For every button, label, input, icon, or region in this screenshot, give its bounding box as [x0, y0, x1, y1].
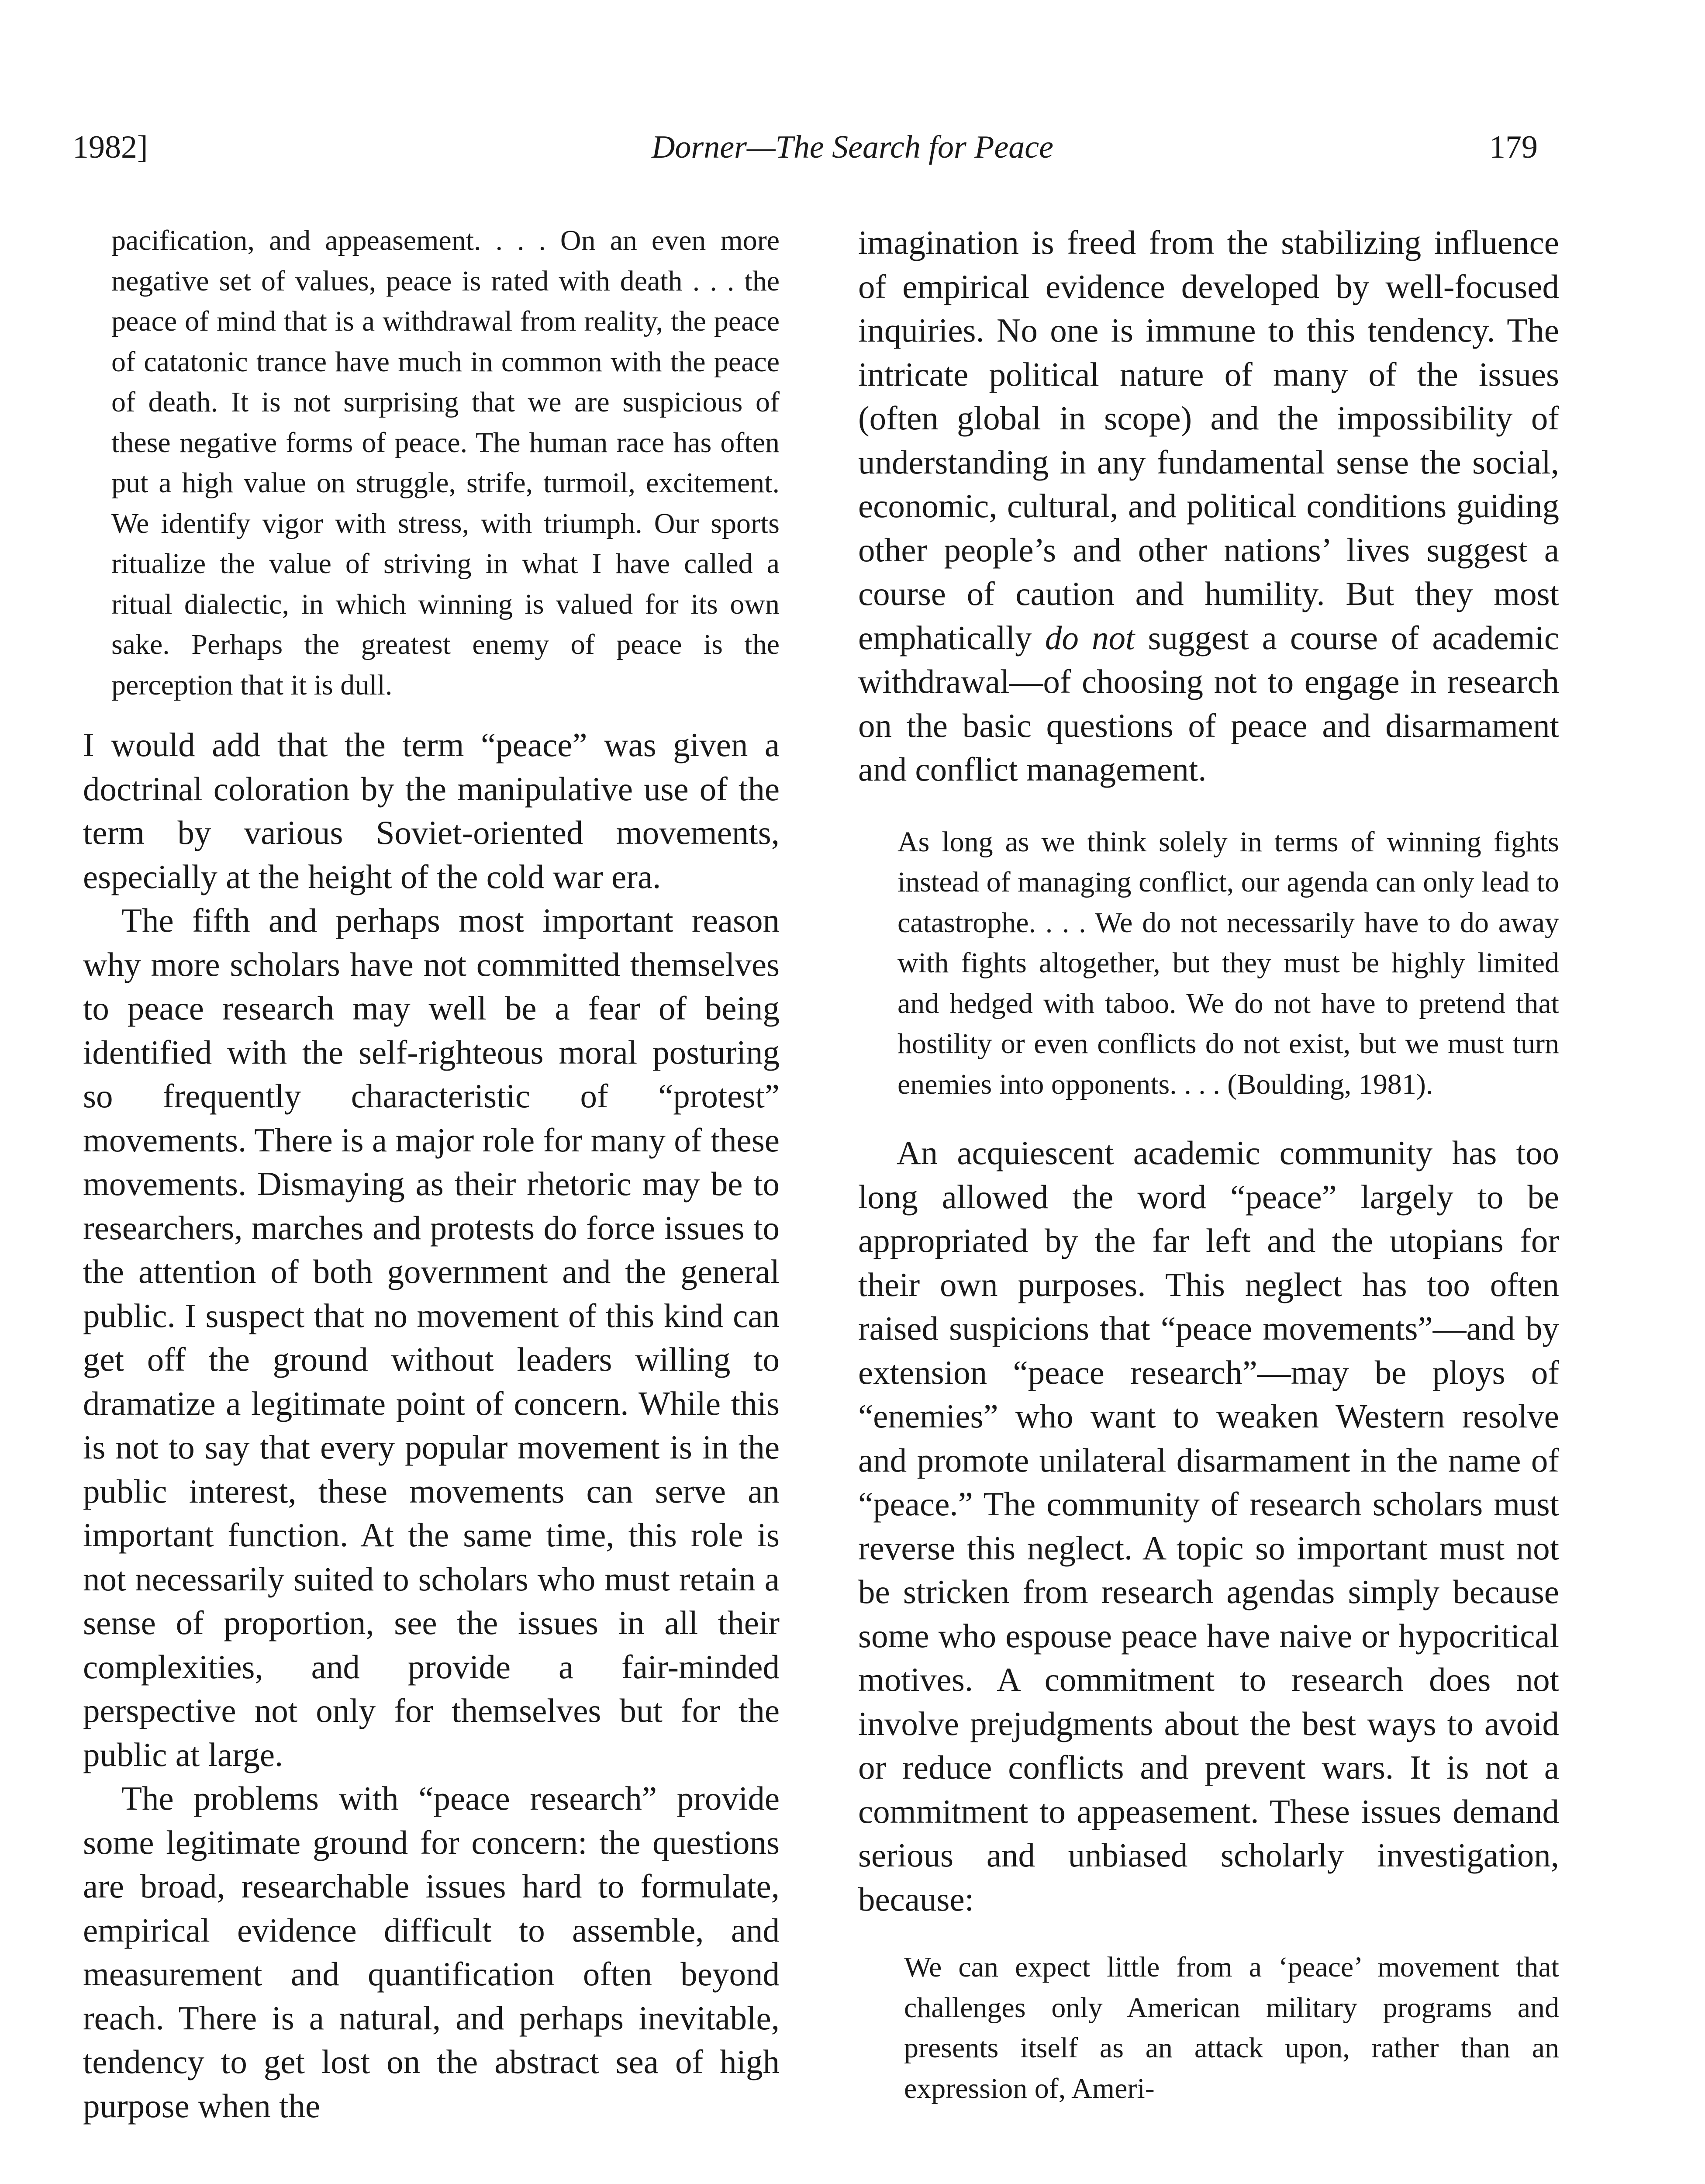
left-column — [83, 221, 780, 2128]
paragraph-text-part: imagination is freed from the stabilizing influence of empirical evidence developed by well-focused inquiries. No one is immune to this tendency. The intricate political nature of many of the issues (often global in scope) and the impossibility of understanding in any fundamental sense the social, economic, cultural, and political conditions guiding other people’s and other nations’ lives suggest a course of caution and humility. But they most emphatically — [858, 224, 1559, 657]
paragraph-text-part: suggest a course of academic withdrawal—of choosing not to engage in research on the basic questions of peace and disarmament and conflict management. — [858, 619, 1559, 788]
block-quote-peace-movement: We can expect little from a ‘peace’ movement that challenges only American military programs and presents itself as an attack upon, rather than an expression of, Ameri- — [904, 1951, 1559, 2105]
paragraph-acquiescent-community: An acquiescent academic community has too long allowed the word “peace” largely to be appropriated by the far left and the utopians for their own purposes. This neglect has too often raised suspicions that “peace movements”—and by extension “peace research”—may be ploys of “enemies” who want to weaken Western resolve and promote unilateral disarmament in the name of “peace.” The community of research scholars must reverse this neglect. A topic so important must not be stricken from research agendas simply because some who espouse peace have naive or hypocritical motives. A commitment to research does not involve prejudgments about the best ways to avoid or reduce conflicts and prevent wars. It is not a commitment to appeasement. These issues demand serious and unbiased scholarly investigation, because: — [858, 1134, 1559, 1918]
paragraph-doctrinal-coloration: I would add that the term “peace” was given a doctrinal coloration by the manipulative use of the term by various Soviet-oriented movements, especially at the height of the cold war era. — [83, 726, 780, 895]
block-quote-continued: pacification, and appeasement. . . . On an even more negative set of values, peace is rated with death . . . the peace of mind that is a withdrawal from reality, the peace of catatonic trance have much in common with the peace of death. It is not surprising that we are suspicious of these negative forms of peace. The human race has often put a high value on struggle, strife, turmoil, excitement. We identify vigor with stress, with triumph. Our sports ritualize the value of striving in what I have called a ritual dialectic, in which winning is valued for its own sake. Perhaps the greatest enemy of peace is the perception that it is dull. — [111, 225, 780, 701]
paragraph-problems-peace-research: The problems with “peace research” provide some legitimate ground for concern: the questions are broad, researchable issues hard to formulate, empirical evidence difficult to assemble, and measurement and quantification often beyond reach. There is a natural, and perhaps inevitable, tendency to get lost on the abstract sea of high purpose when the — [83, 1780, 780, 2125]
right-column — [858, 221, 1559, 2109]
emphasis-do-not: do not — [1045, 619, 1135, 657]
block-quote-boulding: As long as we think solely in terms of winning fights instead of managing conflict, our agenda can only lead to catastrophe. . . . We do not necessarily have to do away with fights altogether, but they must be highly limited and hedged with taboo. We do not have to pretend that hostility or even conflicts do not exist, but we must turn enemies into opponents. . . . (Boulding, 1981). — [897, 826, 1559, 1100]
page-number: 179 — [1489, 129, 1538, 165]
paragraph-fifth-reason: The fifth and perhaps most important reason why more scholars have not committed themselves to peace research may well be a fear of being identified with the self-righteous moral posturing so frequently characteristic of “protest” movements. There is a major role for many of these movements. Dismaying as their rhetoric may be to researchers, marches and protests do force issues to the attention of both government and the general public. I suspect that no movement of this kind can get off the ground without leaders willing to dramatize a legitimate point of concern. While this is not to say that every popular movement is in the public interest, these movements can serve an important function. At the same time, this role is not necessarily suited to scholars who must retain a sense of proportion, see the issues in all their complexities, and provide a fair-minded perspective not only for themselves but for the public at large. — [83, 902, 780, 1773]
paragraph-imagination-freed — [858, 221, 1559, 791]
running-title: Dorner—The Search for Peace — [651, 129, 1053, 165]
header-year: 1982] — [72, 129, 148, 165]
